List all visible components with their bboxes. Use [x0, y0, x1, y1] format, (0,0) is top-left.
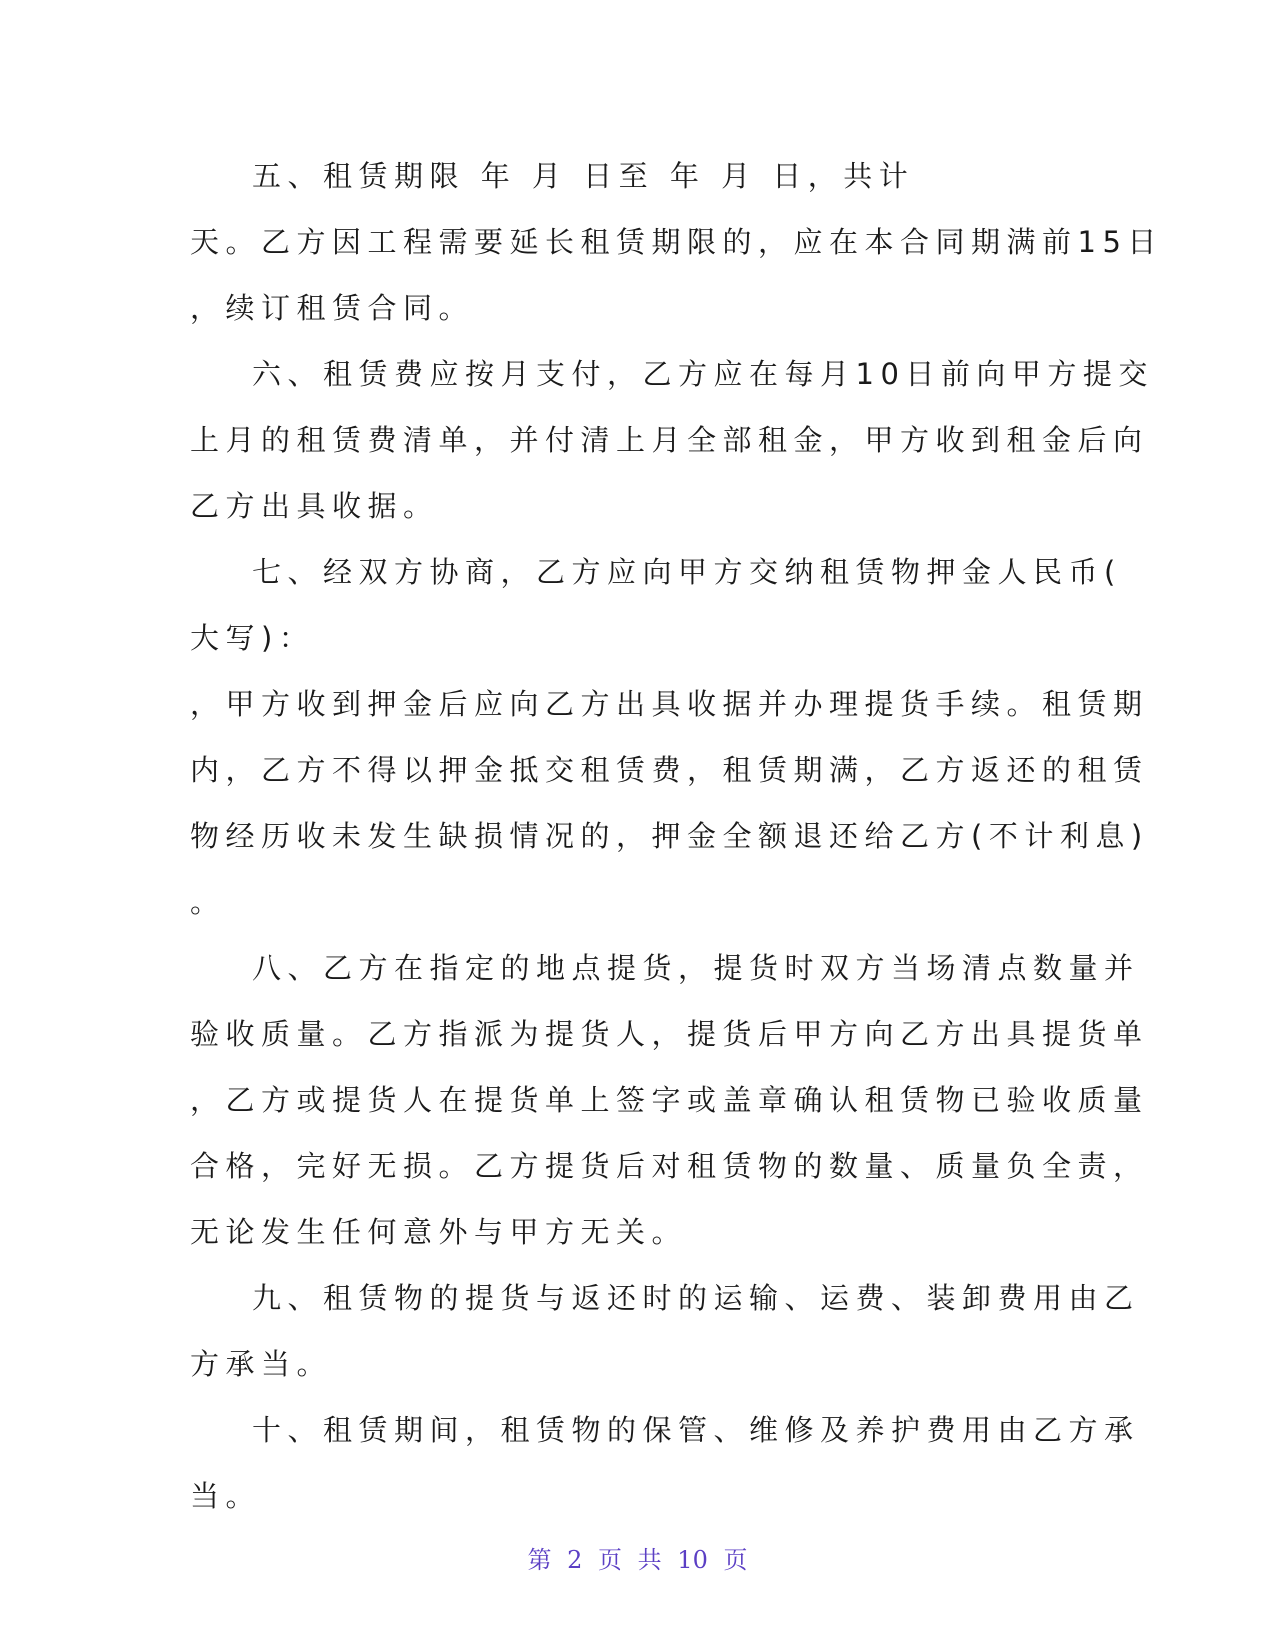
clause-10-line-1: 十、租赁期间，租赁物的保管、维修及养护费用由乙方承 [252, 1413, 1140, 1447]
contract-body [190, 143, 1163, 1529]
clause-10-line-2: 当。 [190, 1479, 262, 1513]
clause-5-line-2: 天。乙方因工程需要延长租赁期限的，应在本合同期满前15日 [190, 225, 1163, 259]
clause-9-line-1: 九、租赁物的提货与返还时的运输、运费、装卸费用由乙 [252, 1281, 1140, 1315]
clause-8-line-4: 合格，完好无损。乙方提货后对租赁物的数量、质量负全责， [190, 1149, 1149, 1183]
clause-5-line-3: ，续订租赁合同。 [190, 291, 475, 325]
clause-8-line-3: ，乙方或提货人在提货单上签字或盖章确认租赁物已验收质量 [190, 1083, 1149, 1117]
clause-7-line-1: 七、经双方协商，乙方应向甲方交纳租赁物押金人民币( [252, 555, 1122, 589]
clause-5-line-1: 五、租赁期限 年 月 日至 年 月 日，共计 [252, 159, 915, 193]
clause-7-line-4: 内，乙方不得以押金抵交租赁费，租赁期满，乙方返还的租赁 [190, 753, 1149, 787]
clause-7-line-3: ，甲方收到押金后应向乙方出具收据并办理提货手续。租赁期 [190, 687, 1149, 721]
clause-7-line-6: 。 [190, 885, 226, 919]
clause-8-line-5: 无论发生任何意外与甲方无关。 [190, 1215, 688, 1249]
clause-6-line-3: 乙方出具收据。 [190, 489, 439, 523]
page-number-footer: 第 2 页 共 10 页 [527, 1546, 748, 1574]
clause-6-line-1: 六、租赁费应按月支付，乙方应在每月10日前向甲方提交 [252, 357, 1154, 391]
clause-7-line-5: 物经历收未发生缺损情况的，押金全额退还给乙方(不计利息) [190, 819, 1149, 853]
clause-8-line-2: 验收质量。乙方指派为提货人，提货后甲方向乙方出具提货单 [190, 1017, 1149, 1051]
clause-9-line-2: 方承当。 [190, 1347, 333, 1381]
clause-8-line-1: 八、乙方在指定的地点提货，提货时双方当场清点数量并 [252, 951, 1140, 985]
clause-7-line-2: 大写)： [190, 621, 315, 655]
clause-6-line-2: 上月的租赁费清单，并付清上月全部租金，甲方收到租金后向 [190, 423, 1149, 457]
